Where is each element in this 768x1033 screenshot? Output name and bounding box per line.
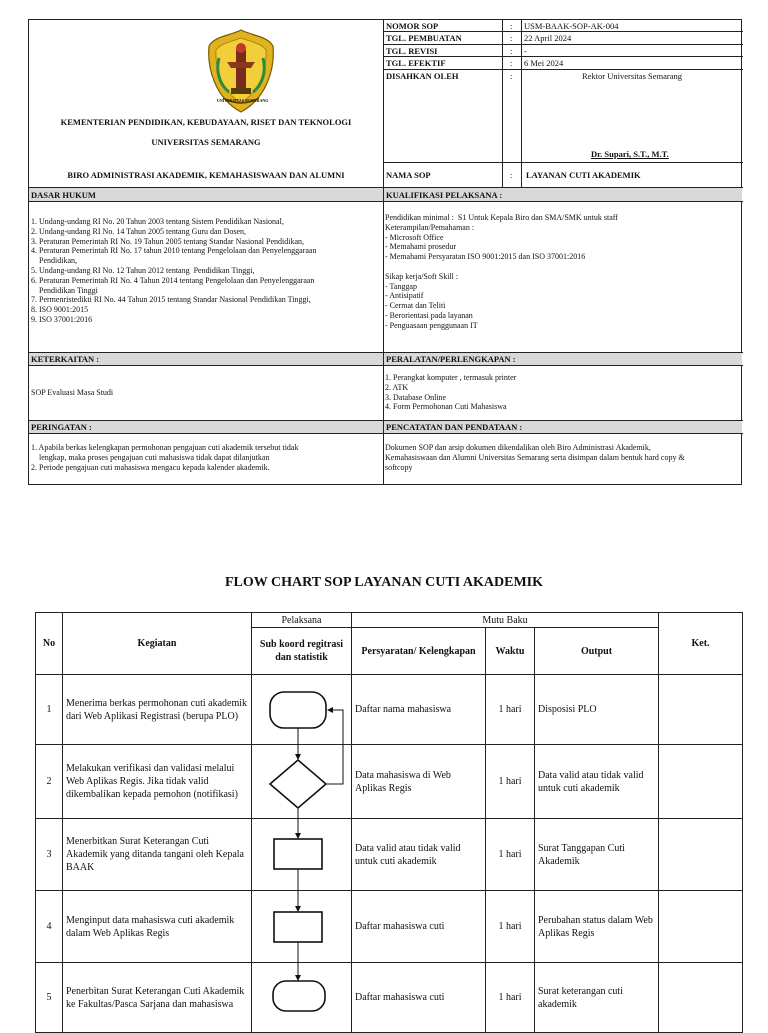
disahkan-value: Rektor Universitas Semarang — [581, 71, 683, 81]
row-no: 3 — [36, 819, 63, 891]
row-ket — [659, 891, 743, 963]
row-output: Perubahan status dalam Web Aplikas Regis — [535, 891, 659, 963]
keterkaitan-text: SOP Evaluasi Masa Studi — [31, 388, 114, 397]
header-subkoord: Sub koord regitrasi dan statistik — [252, 628, 352, 675]
row-persyaratan: Daftar nama mahasiswa — [352, 675, 486, 745]
header-pelaksana: Pelaksana — [252, 613, 352, 628]
list-line: Dokumen SOP dan arsip dokumen dikendalikan oleh Biro Administrasi Akademik, — [385, 443, 651, 452]
row-persyaratan: Daftar mahasiswa cuti — [352, 963, 486, 1033]
list-line: - Cermat dan Teliti — [385, 301, 446, 311]
list-line: 8. ISO 9001:2015 — [31, 305, 89, 315]
row-pelaksana — [252, 891, 352, 963]
colon: : — [510, 21, 513, 31]
row-pelaksana — [252, 819, 352, 891]
list-line: 4. Form Permohonan Cuti Mahasiswa — [385, 402, 507, 412]
list-line: lengkap, maka proses pengajuan cuti mahasiswa tidak dapat dilanjutkan — [31, 452, 270, 462]
list-line: 1. Perangkat komputer , termasuk printer — [385, 373, 517, 382]
header-persyaratan: Persyaratan/ Kelengkapan — [352, 628, 486, 675]
row-waktu: 1 hari — [486, 675, 535, 745]
pencatatan-list — [385, 443, 685, 472]
kualifikasi-header: KUALIFIKASI PELAKSANA : — [386, 190, 503, 200]
list-line: - Antisipatif — [385, 291, 424, 301]
row-output: Surat keterangan cuti akademik — [535, 963, 659, 1033]
nama-sop-label: NAMA SOP — [386, 170, 431, 180]
row-no: 2 — [36, 745, 63, 819]
list-line: 2. Periode pengajuan cuti mahasiswa mengacu kepada kalender akademik. — [31, 462, 270, 472]
row-no: 4 — [36, 891, 63, 963]
list-line: - Penguasaan penggunaan IT — [385, 320, 478, 330]
list-line: 5. Undang-undang RI No. 12 Tahun 2012 tentang Pendidikan Tinggi, — [31, 265, 255, 275]
row-output: Disposisi PLO — [535, 675, 659, 745]
signer-name: Dr. Supari, S.T., M.T. — [591, 149, 669, 159]
colon: : — [510, 170, 513, 180]
list-line: softcopy — [385, 462, 413, 472]
colon: : — [510, 33, 513, 43]
dasar-hukum-list — [31, 217, 316, 325]
list-line: 3. Database Online — [385, 392, 447, 402]
list-line: 7. Permenristedikti RI No. 44 Tahun 2015 tentang Standar Nasional Pendidikan Tinggi, — [31, 295, 311, 305]
list-line: - Microsoft Office — [385, 232, 444, 242]
nomor-sop-value: USM-BAAK-SOP-AK-004 — [524, 21, 619, 31]
sop-header-box — [28, 19, 742, 485]
row-pelaksana — [252, 963, 352, 1033]
list-line: 1. Apabila berkas kelengkapan permohonan pengajuan cuti akademik tersebut tidak — [31, 443, 299, 452]
header-waktu: Waktu — [486, 628, 535, 675]
row-persyaratan: Data valid atau tidak valid untuk cuti akademik — [352, 819, 486, 891]
row-output: Surat Tanggapan Cuti Akademik — [535, 819, 659, 891]
row-no: 5 — [36, 963, 63, 1033]
list-line: - Berorientasi pada layanan — [385, 310, 473, 320]
list-line: - Memahami prosedur — [385, 242, 457, 252]
kualifikasi-list — [385, 213, 618, 331]
list-line: Pendidikan Tinggi — [31, 285, 98, 295]
list-line: 4. Peraturan Pemerintah RI No. 17 tahun 2010 tentang Pengelolaan dan Penyelenggaraan — [31, 246, 317, 256]
header-ket: Ket. — [659, 613, 743, 675]
flowchart-title: FLOW CHART SOP LAYANAN CUTI AKADEMIK — [224, 575, 544, 590]
list-line: Pendidikan minimal : S1 Untuk Kepala Biro dan SMA/SMK untuk staff — [385, 213, 618, 222]
keterkaitan-header: KETERKAITAN : — [31, 354, 100, 364]
peringatan-list — [31, 443, 298, 472]
university-name: UNIVERSITAS SEMARANG — [151, 137, 261, 147]
peringatan-header: PERINGATAN : — [31, 422, 92, 432]
row-waktu: 1 hari — [486, 891, 535, 963]
list-line: - Memahami Persyaratan ISO 9001:2015 dan ISO 37001:2016 — [385, 252, 586, 262]
row-waktu: 1 hari — [486, 819, 535, 891]
colon: : — [510, 58, 513, 68]
list-line: 2. Undang-undang RI No. 14 Tahun 2005 tentang Guru dan Dosen, — [31, 226, 247, 236]
header-output: Output — [535, 628, 659, 675]
list-line: 1. Undang-undang RI No. 20 Tahun 2003 tentang Sistem Pendidikan Nasional, — [31, 217, 284, 226]
list-line: Keterampilan/Pemahaman : — [385, 222, 475, 232]
row-kegiatan: Menerima berkas permohonan cuti akademik dari Web Aplikasi Registrasi (berupa PLO) — [63, 675, 252, 745]
flowchart-table — [35, 612, 743, 1033]
row-pelaksana — [252, 675, 352, 745]
colon: : — [510, 46, 513, 56]
ministry-name: KEMENTERIAN PENDIDIKAN, KEBUDAYAAN, RISET DAN TEKNOLOGI — [60, 117, 352, 127]
tgl-revisi-value: - — [524, 46, 527, 56]
table-row — [36, 963, 743, 1033]
list-line: 6. Peraturan Pemerintah RI No. 4 Tahun 2014 tentang Pengelolaan dan Penyelenggaraan — [31, 275, 315, 285]
row-output: Data valid atau tidak valid untuk cuti akademik — [535, 745, 659, 819]
tgl-pembuatan-value: 22 April 2024 — [524, 33, 572, 43]
row-ket — [659, 963, 743, 1033]
row-waktu: 1 hari — [486, 963, 535, 1033]
row-ket — [659, 745, 743, 819]
colon: : — [510, 71, 513, 81]
nomor-sop-label: NOMOR SOP — [386, 21, 439, 31]
list-line: 9. ISO 37001:2016 — [31, 314, 93, 324]
row-no: 1 — [36, 675, 63, 745]
row-persyaratan: Data mahasiswa di Web Aplikas Regis — [352, 745, 486, 819]
pencatatan-header: PENCATATAN DAN PENDATAAN : — [386, 422, 523, 432]
list-line: Sikap kerja/Soft Skill : — [385, 271, 459, 281]
list-line — [385, 262, 618, 272]
table-row — [36, 891, 743, 963]
tgl-revisi-label: TGL. REVISI — [386, 46, 438, 56]
list-line: Pendidikan, — [31, 256, 77, 266]
row-kegiatan: Melakukan verifikasi dan validasi melalui Web Aplikas Regis. Jika tidak valid dikembalikan kepada pemohon (notifikasi) — [63, 745, 252, 819]
header-no: No — [36, 613, 63, 675]
tgl-efektif-label: TGL. EFEKTIF — [386, 58, 446, 68]
header-mutu-baku: Mutu Baku — [352, 613, 659, 628]
dasar-hukum-header: DASAR HUKUM — [31, 190, 96, 200]
table-row — [36, 819, 743, 891]
row-kegiatan: Menerbitkan Surat Keterangan Cuti Akademik yang ditanda tangani oleh Kepala BAAK — [63, 819, 252, 891]
nama-sop-value: LAYANAN CUTI AKADEMIK — [526, 170, 641, 180]
row-waktu: 1 hari — [486, 745, 535, 819]
row-pelaksana — [252, 745, 352, 819]
row-persyaratan: Daftar mahasiswa cuti — [352, 891, 486, 963]
row-kegiatan: Penerbitan Surat Keterangan Cuti Akademik ke Fakultas/Pasca Sarjana dan mahasiswa — [63, 963, 252, 1033]
list-line: 3. Peraturan Pemerintah RI No. 19 Tahun 2005 tentang Standar Nasional Pendidikan, — [31, 236, 305, 246]
tgl-efektif-value: 6 Mei 2024 — [524, 58, 564, 68]
list-line: 2. ATK — [385, 382, 409, 392]
header-kegiatan: Kegiatan — [63, 613, 252, 675]
peralatan-list — [385, 373, 516, 412]
row-ket — [659, 675, 743, 745]
bureau-name: BIRO ADMINISTRASI AKADEMIK, KEMAHASISWAAN DAN ALUMNI — [67, 170, 345, 180]
row-kegiatan: Menginput data mahasiswa cuti akademik dalam Web Aplikas Regis — [63, 891, 252, 963]
list-line: - Tanggap — [385, 281, 417, 291]
table-row — [36, 745, 743, 819]
logo-caption: UNIVERSITAS SEMARANG — [217, 98, 269, 103]
row-ket — [659, 819, 743, 891]
disahkan-label: DISAHKAN OLEH — [386, 71, 459, 81]
tgl-pembuatan-label: TGL. PEMBUATAN — [386, 33, 462, 43]
peralatan-header: PERALATAN/PERLENGKAPAN : — [386, 354, 516, 364]
table-row — [36, 675, 743, 745]
list-line: Kemahasiswaan dan Alumni Universitas Semarang serta disimpan dalam bentuk hard copy & — [385, 452, 685, 462]
